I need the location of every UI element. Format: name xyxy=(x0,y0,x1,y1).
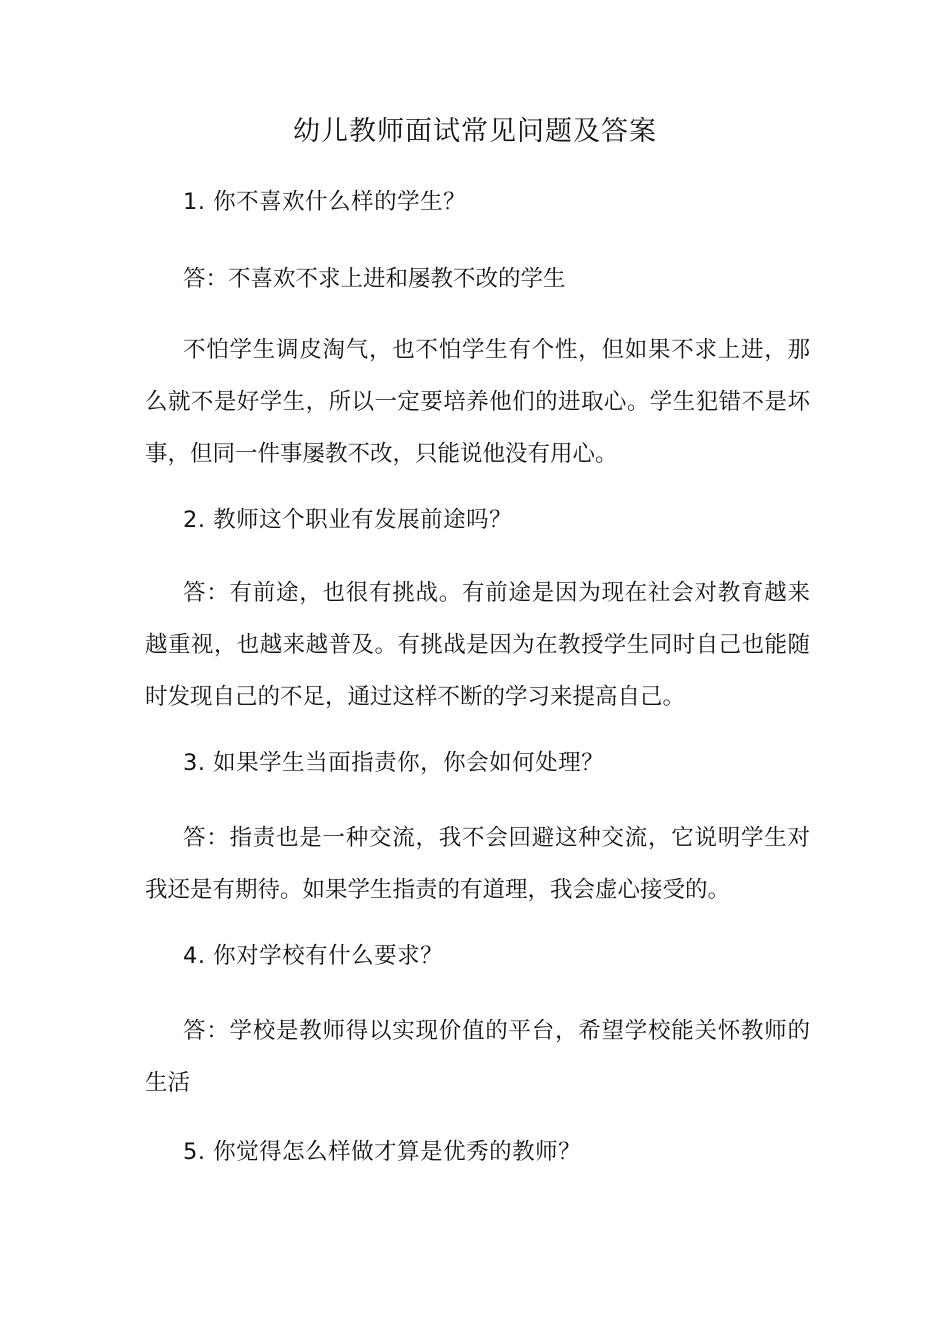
question-number: 3. xyxy=(183,750,206,776)
question-number: 5. xyxy=(183,1139,206,1165)
question-number: 1. xyxy=(183,189,206,215)
question-number: 2. xyxy=(183,507,206,533)
question-1 xyxy=(145,176,810,228)
question-text: 如果学生当面指责你，你会如何处理？ xyxy=(213,750,605,776)
question-text: 教师这个职业有发展前途吗？ xyxy=(213,507,513,533)
document-title: 幼儿教师面试常见问题及答案 xyxy=(293,116,657,147)
answer-2: 答：有前途，也很有挑战。有前途是因为现在社会对教育越来越重视，也越来越普及。有挑战是因为在教授学生同时自己也能随时发现自己的不足，通过这样不断的学习来提高自己。 xyxy=(145,580,810,710)
question-4 xyxy=(145,930,810,982)
question-text: 你对学校有什么要求？ xyxy=(213,943,444,969)
question-text: 你不喜欢什么样的学生？ xyxy=(213,189,467,215)
answer-1: 答：不喜欢不求上进和屡教不改的学生 xyxy=(183,266,566,292)
question-text: 你觉得怎么样做才算是优秀的教师？ xyxy=(213,1139,582,1165)
paragraph-1: 不怕学生调皮淘气，也不怕学生有个性，但如果不求上进，那么就不是好学生，所以一定要培养他们的进取心。学生犯错不是坏事，但同一件事屡教不改，只能说他没有用心。 xyxy=(145,337,810,467)
question-3 xyxy=(145,737,810,789)
question-2 xyxy=(145,494,810,546)
question-5 xyxy=(145,1126,810,1178)
answer-3: 答：指责也是一种交流，我不会回避这种交流，它说明学生对我还是有期待。如果学生指责的有道理，我会虚心接受的。 xyxy=(145,825,810,903)
question-number: 4. xyxy=(183,943,206,969)
answer-4: 答：学校是教师得以实现价值的平台，希望学校能关怀教师的生活 xyxy=(145,1018,810,1096)
